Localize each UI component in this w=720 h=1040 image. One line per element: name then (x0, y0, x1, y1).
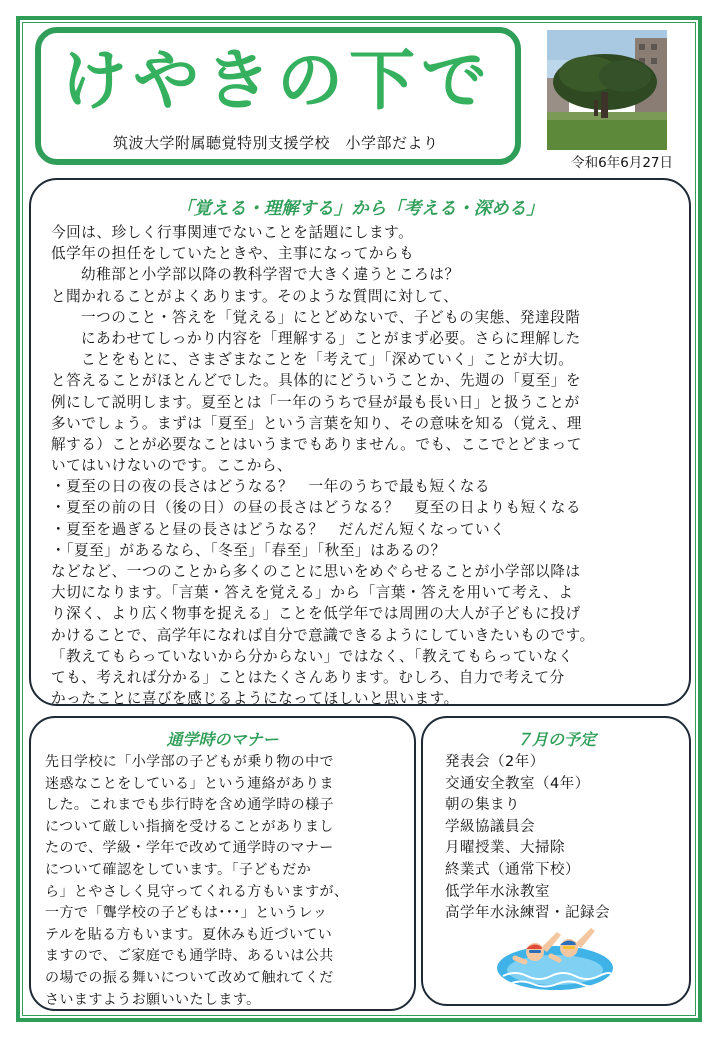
manner-line: ら」とやさしく見守ってくれる方もいますが、 (45, 883, 349, 900)
main-line: などなど、一つのことから多くのことに思いをめぐらせることが小学部以降は (51, 563, 581, 580)
manner-line: たので、学級・学年で改めて通学時のマナー (45, 840, 334, 857)
main-line: ・「夏至」があるなら、「冬至」「春至」「秋至」はあるの？ (51, 541, 446, 559)
schedule-panel (421, 716, 691, 1006)
main-line: 例にして説明します。夏至とは「一年のうちで昼が最も長い日」と扱うことが (51, 393, 580, 411)
manner-line: について確認をしています。「子どもだか (45, 861, 312, 878)
schedule-heading: ７月の予定 (515, 730, 596, 749)
main-line: ・夏至の前の日（後の日）の昼の長さはどうなる？ 夏至の日よりも短くなる (51, 499, 582, 517)
manner-line: ますので、ご家庭でも通学時、あるいは公共 (45, 948, 334, 965)
title-panel (35, 27, 521, 165)
main-line: 今回は、珍しく行事関連でないことを話題にします。 (51, 224, 414, 241)
main-line: ことをもとに、さまざまなことを「考えて」「深めていく」ことが大切。 (81, 351, 574, 369)
main-line: 一つのこと・答えを「覚える」にとどめないで、子どもの実態、発達段階 (81, 308, 581, 326)
main-line: 大切になります。「言葉・答えを覚える」から「言葉・答えを用いて考え、よ (51, 584, 574, 602)
newsletter-title: けやきの下で (61, 42, 493, 119)
schedule-item: 低学年水泳教室 (445, 883, 550, 900)
schedule-item: 終業式（通常下校） (445, 861, 580, 878)
main-line: かけることで、高学年になれば自分で意識できるようにしていきたいものです。 (51, 626, 595, 644)
schedule-item: 交通安全教室（4年） (445, 775, 590, 792)
schedule-item: 発表会（2年） (445, 754, 545, 770)
main-line: 「教えてもらっていないから分からない」ではなく、「教えてもらっていなく (51, 647, 574, 665)
manner-line: 迷惑なことをしている」という連絡がありま (45, 775, 334, 792)
tree-photo (547, 30, 667, 150)
main-line: いてはいけないのです。ここから、 (51, 457, 293, 475)
main-line: ・夏至を過ぎると昼の長さはどうなる？ だんだん短くなっていく (51, 520, 506, 538)
schedule-item: 学級協議員会 (445, 818, 535, 835)
manner-body (45, 752, 407, 1011)
main-line: ・夏至の日の夜の長さはどうなる？ 一年のうちで最も短くなる (51, 478, 491, 496)
manner-line: 一方で「聾学校の子どもは･･･」というレッ (45, 905, 328, 922)
main-line: 多いでしょう。まずは「夏至」という言葉を知り、その意味を知る（覚え、理 (51, 414, 582, 432)
schedule-list (445, 752, 610, 925)
manner-line: の場での振る舞いについて改めて触れてくだ (45, 969, 334, 986)
school-name: 筑波大学附属聴覚特別支援学校 小学部だより (113, 134, 439, 152)
main-line: かったことに喜びを感じるようになってほしいと思います。 (51, 690, 459, 708)
main-line: 低学年の担任をしていたときや、主事になってからも (51, 245, 415, 263)
schedule-item: 月曜授業、大掃除 (445, 840, 565, 857)
swimming-illustration (495, 918, 617, 996)
main-article-body (51, 222, 671, 709)
issue-date: 令和6年6月27日 (571, 155, 673, 171)
main-line: り深く、より広く物事を捉える」ことを低学年では周囲の大人が子どもに投げ (51, 605, 581, 623)
main-article (29, 178, 691, 706)
main-line: 解する）ことが必要なことはいうまでもありません。でも、ここでとどまって (51, 435, 582, 453)
main-article-heading: 「覚える・理解する」から「考える・深める」 (176, 199, 544, 219)
main-line: と聞かれることがよくあります。そのような質問に対して、 (51, 287, 459, 305)
manner-article (29, 716, 416, 1011)
main-line: と答えることがほとんどでした。具体的にどういうことか、先週の「夏至」を (51, 372, 582, 390)
main-line: 幼稚部と小学部以降の教科学習で大きく違うところは？ (81, 266, 460, 284)
manner-line: した。これまでも歩行時を含め通学時の様子 (45, 797, 334, 814)
manner-line: 先日学校に「小学部の子どもが乗り物の中で (45, 754, 334, 770)
manner-line: について厳しい指摘を受けることがありまし (45, 818, 334, 835)
manner-heading: 通学時のマナー (166, 730, 279, 749)
main-line: にあわせてしっかり内容を「理解する」ことがまず必要。さらに理解した (81, 329, 581, 347)
manner-line: テルを貼る方もいます。夏休みも近づいてい (45, 926, 333, 943)
manner-line: さいますようお願いいたします。 (45, 991, 261, 1008)
schedule-item: 高学年水泳練習・記録会 (445, 905, 610, 922)
schedule-item: 朝の集まり (445, 797, 520, 814)
main-line: ても、考えれば分かる」ことはたくさんあります。むしろ、自力で考えて分 (51, 668, 565, 686)
